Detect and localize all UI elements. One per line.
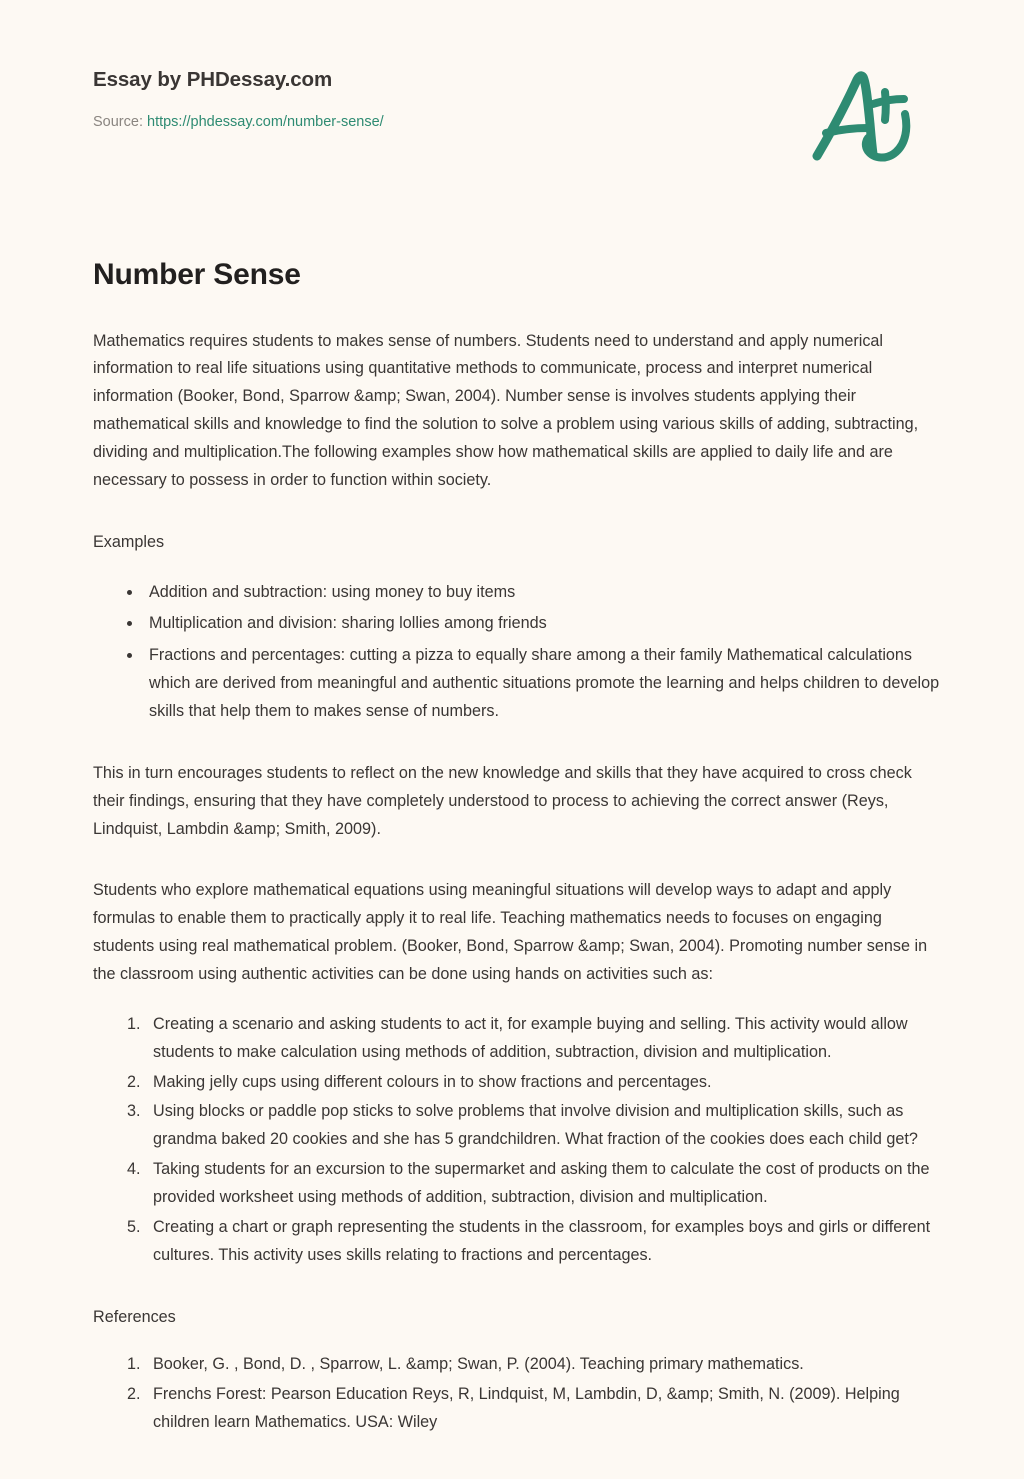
- list-item: 4. Taking students for an excursion to the supermarket and asking them to calculate the cost of products on the provided worksheet using methods of addition, subtraction, division and multiplication.: [145, 1156, 946, 1212]
- examples-heading: Examples: [93, 532, 165, 551]
- list-item: • Fractions and percentages: cutting a pizza to equally share among a their family Mathematical calculations which are derived from meaningful and authentic situations promote the learning and helps children to develop skills that help them to makes sense of numbers.: [143, 642, 946, 726]
- references-heading: References: [93, 1307, 176, 1326]
- a-plus-logo-icon: [804, 64, 922, 168]
- list-item: 1. Creating a scenario and asking students to act it, for example buying and selling. This activity would allow students to make calculation using methods of addition, subtraction, division and multiplication.: [145, 1011, 946, 1067]
- source-line: [93, 113, 384, 132]
- header-text-block: [93, 62, 384, 131]
- references-list: [93, 1351, 946, 1437]
- list-item: 3. Using blocks or paddle pop sticks to solve problems that involve division and multiplication skills, such as grandma baked 20 cookies and she has 5 grandchildren. What fraction of the cookies does each child get?: [145, 1098, 946, 1154]
- source-url-link[interactable]: https://phdessay.com/number-sense/: [147, 113, 384, 130]
- list-item: 1. Booker, G. , Bond, D. , Sparrow, L. &amp; Swan, P. (2004). Teaching primary mathematics.: [145, 1351, 946, 1379]
- page-header: [0, 0, 1024, 168]
- document-content: [0, 256, 1024, 1479]
- list-item: • Multiplication and division: sharing lollies among friends: [143, 610, 946, 638]
- paragraph-teaching: Students who explore mathematical equations using meaningful situations will develop ways to adapt and apply formulas to enable them to practically apply it to real life. Teaching mathematics needs to focuses on engaging students using real mathematical problem. (Booker, Bond, Sparrow &amp; Swan, 2004). Promoting number sense in the classroom using authentic activities can be done using hands on activities such as:: [93, 881, 928, 983]
- activities-list: [93, 1011, 946, 1270]
- source-label: Source:: [93, 113, 147, 130]
- list-item: 2. Frenchs Forest: Pearson Education Reys, R, Lindquist, M, Lambdin, D, &amp; Smith, N. (2009). Helping children learn Mathematics. USA: Wiley: [145, 1381, 946, 1437]
- brand-title: Essay by PHDessay.com: [93, 68, 333, 91]
- list-item: • Addition and subtraction: using money to buy items: [143, 579, 946, 607]
- examples-list: [93, 579, 946, 726]
- list-item: 5. Creating a chart or graph representing the students in the classroom, for examples boys and girls or different cultures. This activity uses skills relating to fractions and percentages.: [145, 1214, 946, 1270]
- page-title: Number Sense: [93, 258, 301, 291]
- list-item: 2. Making jelly cups using different colours in to show fractions and percentages.: [145, 1069, 946, 1097]
- paragraph-intro: Mathematics requires students to makes sense of numbers. Students need to understand and apply numerical information to real life situations using quantitative methods to communicate, process and interpret numerical information (Booker, Bond, Sparrow &amp; Swan, 2004). Number sense is involves students applying their mathematical skills and knowledge to find the solution to solve a problem using various skills of adding, subtracting, dividing and multiplication.The following examples show how mathematical skills are applied to daily life and are necessary to possess in order to function within society.: [93, 331, 919, 489]
- paragraph-reflection: This in turn encourages students to reflect on the new knowledge and skills that they have acquired to cross check their findings, ensuring that they have completely understood to process to achieving the correct answer (Reys, Lindquist, Lambdin &amp; Smith, 2009).: [93, 763, 912, 838]
